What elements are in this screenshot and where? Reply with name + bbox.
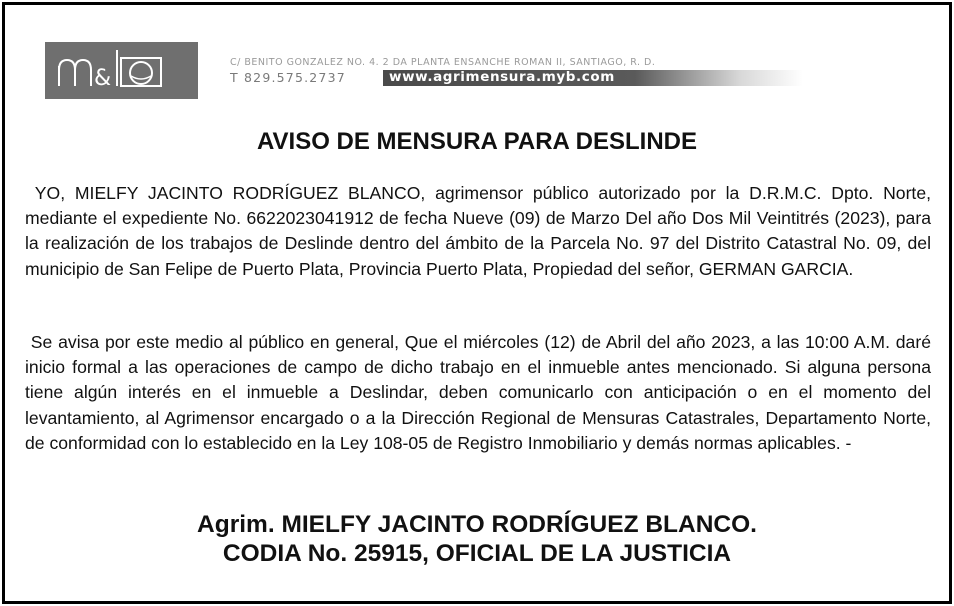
notice-paragraph-1: YO, MIELFY JACINTO RODRÍGUEZ BLANCO, agrimensor público autorizado por la D.R.M.C. Dpto. Norte, mediante el expediente No. 6622023041912 de fecha Nueve (09) de Marzo Del año Dos Mil Veintitrés (2023), para la realización de los trabajos de Deslinde dentro del ámbito de la Parcela No. 97 del Distrito Catastral No. 09, del municipio de San Felipe de Puerto Plata, Provincia Puerto Plata, Propiedad del señor, GERMAN GARCIA. <box>25 183 931 279</box>
company-address: C/ BENITO GONZALEZ NO. 4. 2 DA PLANTA ENSANCHE ROMAN II, SANTIAGO, R. D. <box>230 57 656 68</box>
svg-text:&: & <box>94 66 112 91</box>
company-website: www.agrimensura.myb.com <box>389 69 615 85</box>
company-logo-mark <box>45 42 198 99</box>
company-logo <box>45 42 198 99</box>
notice-frame <box>2 2 952 604</box>
notice-paragraph-2: Se avisa por este medio al público en general, Que el miércoles (12) de Abril del año 2023, a las 10:00 A.M. daré inicio formal a las operaciones de campo de dicho trabajo en el inmueble antes mencionado. Si alguna persona tiene algún interés en el inmueble a Deslindar, deben comunicarlo con anticipación o en el momento del levantamiento, al Agrimensor encargado o a la Dirección Regional de Mensuras Catastrales, Departamento Norte, de conformidad con lo establecido en la Ley 108-05 de Registro Inmobiliario y demás normas aplicables. - <box>25 332 931 453</box>
signature-credentials: CODIA No. 25915, OFICIAL DE LA JUSTICIA <box>222 540 732 567</box>
company-phone: T 829.575.2737 <box>230 70 346 85</box>
notice-title: AVISO DE MENSURA PARA DESLINDE <box>256 128 698 155</box>
signature-name: Agrim. MIELFY JACINTO RODRÍGUEZ BLANCO. <box>197 511 757 538</box>
